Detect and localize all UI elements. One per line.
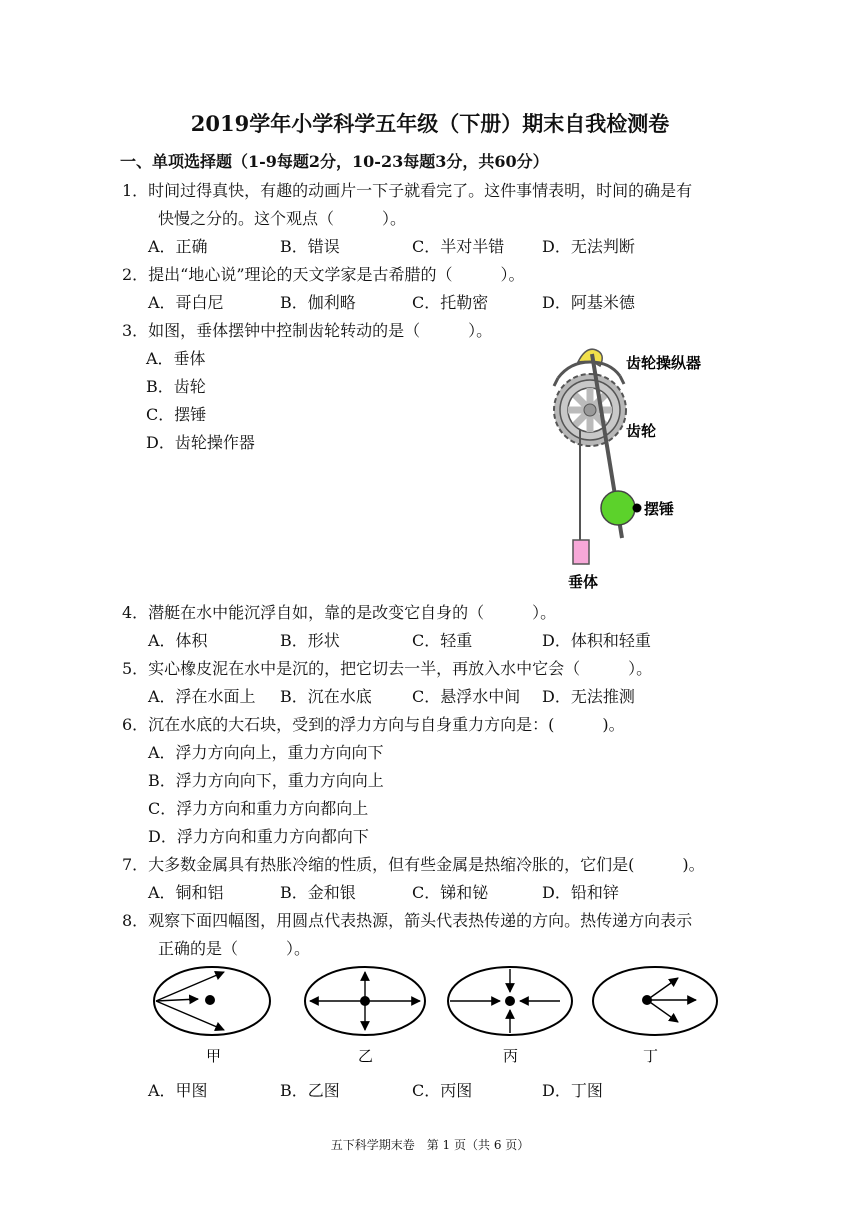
label-weight: 垂体: [568, 573, 599, 591]
q7-option-b: B．金和银: [280, 883, 356, 902]
question-4-text: 4．潜艇在水中能沉浮自如，靠的是改变它自身的（ ）。: [122, 603, 557, 622]
q3-option-d: D．齿轮操作器: [146, 433, 255, 452]
question-8-text-cont: 正确的是（ ）。: [158, 939, 311, 958]
q3-option-a: A．垂体: [146, 349, 206, 368]
q8-option-a: A．甲图: [148, 1081, 208, 1100]
q7-option-d: D．铅和锌: [542, 883, 619, 902]
q8-option-c: C．丙图: [412, 1081, 473, 1100]
q6-option-c: C．浮力方向和重力方向都向上: [148, 799, 369, 818]
gear-illustration: [554, 374, 626, 446]
q1-option-b: B．错误: [280, 237, 340, 256]
diagram-bing: [448, 967, 572, 1065]
section-heading: 一、单项选择题（1-9每题2分，10-23每题3分，共60分）: [120, 152, 549, 171]
heat-transfer-diagrams: [150, 964, 730, 1070]
question-2-text: 2．提出“地心说”理论的天文学家是古希腊的（ ）。: [122, 265, 525, 284]
diagram-jia: [154, 967, 270, 1065]
q6-option-d: D．浮力方向和重力方向都向下: [148, 827, 369, 846]
q2-option-b: B．伽利略: [280, 293, 356, 312]
pendulum-bob: [601, 491, 635, 525]
question-6-text: 6．沉在水底的大石块，受到的浮力方向与自身重力方向是：( )。: [122, 715, 625, 734]
q4-option-c: C．轻重: [412, 631, 473, 650]
q6-option-b: B．浮力方向向下，重力方向向上: [148, 771, 384, 790]
page-title: 2019学年小学科学五年级（下册）期末自我检测卷: [190, 111, 670, 136]
diagram-label-bing: 丙: [503, 1047, 519, 1065]
diagram-label-ding: 丁: [643, 1047, 659, 1065]
q2-option-d: D．阿基米德: [542, 293, 635, 312]
q8-option-b: B．乙图: [280, 1081, 340, 1100]
diagram-yi: [305, 967, 425, 1065]
question-1-text: 1．时间过得真快，有趣的动画片一下子就看完了。这件事情表明，时间的确是有: [122, 181, 693, 200]
q1-option-a: A．正确: [148, 237, 208, 256]
q3-option-c: C．摆锤: [146, 405, 207, 424]
page-footer: 五下科学期末卷 第 1 页（共 6 页）: [330, 1138, 530, 1152]
q5-option-b: B．沉在水底: [280, 687, 372, 706]
q5-option-c: C．悬浮水中间: [412, 687, 521, 706]
pendulum-clock-figure: [540, 340, 730, 596]
q8-option-d: D．丁图: [542, 1081, 603, 1100]
q1-option-d: D．无法判断: [542, 237, 635, 256]
hanging-weight: [573, 540, 589, 564]
q1-option-c: C．半对半错: [412, 237, 505, 256]
question-7-text: 7．大多数金属具有热胀冷缩的性质，但有些金属是热缩冷胀的，它们是( )。: [122, 855, 705, 874]
diagram-ding: [593, 967, 717, 1065]
q4-option-a: A．体积: [148, 631, 208, 650]
q4-option-d: D．体积和轻重: [542, 631, 651, 650]
q5-option-a: A．浮在水面上: [148, 687, 256, 706]
question-3-text: 3．如图，垂体摆钟中控制齿轮转动的是（ ）。: [122, 321, 493, 340]
q5-option-d: D．无法推测: [542, 687, 635, 706]
question-5-text: 5．实心橡皮泥在水中是沉的，把它切去一半，再放入水中它会（ ）。: [122, 659, 653, 678]
q7-option-a: A．铜和铝: [148, 883, 224, 902]
q7-option-c: C．锑和铋: [412, 883, 489, 902]
q4-option-b: B．形状: [280, 631, 340, 650]
question-1-text-cont: 快慢之分的。这个观点（ ）。: [158, 209, 407, 228]
q3-option-b: B．齿轮: [146, 377, 206, 396]
label-gear: 齿轮: [626, 422, 657, 440]
q2-option-a: A．哥白尼: [148, 293, 224, 312]
q6-option-a: A．浮力方向向上，重力方向向下: [148, 743, 384, 762]
label-gear-operator: 齿轮操纵器: [626, 354, 702, 372]
diagram-label-yi: 乙: [358, 1047, 374, 1065]
label-pendulum-bob: 摆锤: [644, 500, 675, 518]
q2-option-c: C．托勒密: [412, 293, 489, 312]
question-8-text: 8．观察下面四幅图，用圆点代表热源，箭头代表热传递的方向。热传递方向表示: [122, 911, 693, 930]
diagram-label-jia: 甲: [206, 1047, 222, 1065]
